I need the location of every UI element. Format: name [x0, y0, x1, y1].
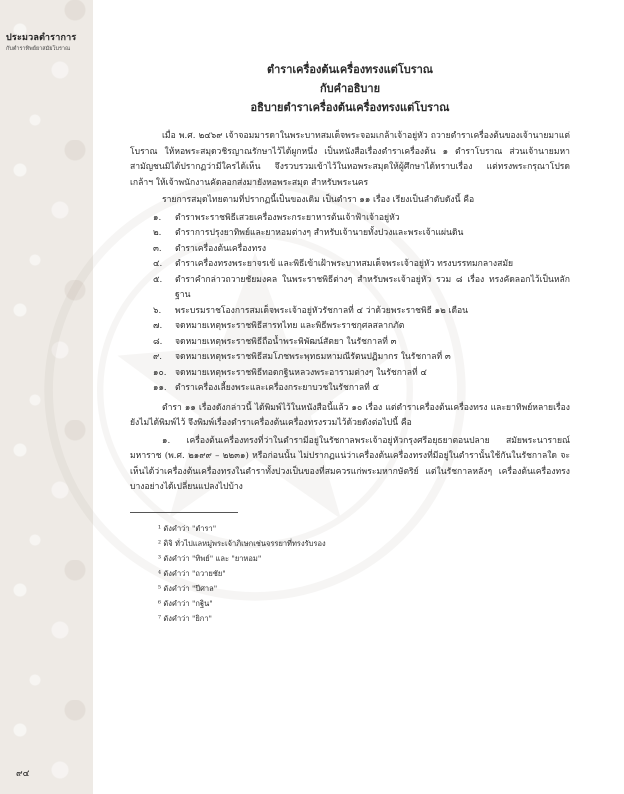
list-item-text: ตำราคำกล่าวถวายชัยมงคล ในพระราชพิธีต่างๆ สำหรับพระเจ้าอยู่หัว รวม ๘ เรื่อง ทรงคัดลอกไว้เป็นหลักฐาน	[175, 274, 570, 300]
footnote: ³ ดังคำว่า "ทิพย์" และ "ยาหอม"	[158, 553, 262, 563]
list-item	[130, 226, 570, 242]
list-item-number: ๔.	[153, 259, 163, 269]
list-item-number: ๑.	[153, 212, 162, 223]
list-item	[130, 242, 570, 258]
series-logo-title: ประมวลตำราการ	[6, 33, 77, 43]
list-item	[130, 211, 570, 227]
list-item-text: ตำราเครื่องเลี้ยงพระและเครื่องกระยาบวชในรัชกาลที่ ๕	[175, 383, 380, 393]
subtitle: กับคำอธิบาย	[319, 82, 381, 95]
footnotes	[130, 521, 570, 626]
list-item	[130, 366, 570, 382]
footnote: ⁵ ดังคำว่า "ปีศาล"	[158, 583, 218, 593]
footnote: ² ดิจิ ทั่วไปแลหมู่พระเจ้าภิเษกเช่นจรรยาที่ทรงรับรอง	[158, 538, 326, 548]
list-item-number: ๒.	[153, 228, 162, 238]
list-item	[130, 350, 570, 366]
page-number: ๙๔	[16, 769, 30, 779]
list-item	[130, 257, 570, 273]
main-content	[130, 60, 570, 626]
list-item	[130, 304, 570, 320]
footnote: ⁴ ดังคำว่า "ถวายชัย"	[158, 568, 226, 578]
list-item-number: ๑๑.	[153, 383, 167, 393]
list-item-text: ตำราเครื่องต้นเครื่องทรง	[175, 243, 267, 254]
list-item-number: ๗.	[153, 321, 163, 331]
section-heading: อธิบายตำราเครื่องต้นเครื่องทรงแต่โบราณ	[250, 101, 450, 114]
paragraph: ตำรา ๑๑ เรื่องดังกล่าวนี้ ได้พิมพ์ไว้ในหนังสือนี้แล้ว ๑๐ เรื่อง แต่ตำราเครื่องต้นเครื่องทรง และยาทิพย์หลายเรื่องยังไม่ได้พิมพ์ไว้ จึงพิมพ์เรื่องตำราเครื่องต้นเครื่องทรงรวมไว้ด้วยดังต่อไปนี้ คือ	[130, 402, 570, 428]
footnote: ⁶ ดังคำว่า "กฐิน"	[158, 598, 213, 608]
list-item-text: จดหมายเหตุพระราชพิธีสารทไทย และพิธีพระราชกุศลสลากภัต	[175, 321, 405, 331]
footnote: ⁷ ดังคำว่า "ยิกา"	[158, 613, 213, 623]
list-item-text: ตำราเครื่องทรงพระยาจรเข้ และพิธีเข้าเฝ้าพระบาทสมเด็จพระเจ้าอยู่หัว ทรงบรรทมกลางสมัย	[175, 259, 514, 269]
paragraph: รายการสมุดไทยตามที่ปรากฏนี้เป็นของเดิม เป็นตำรา ๑๑ เรื่อง เรียงเป็นลำดับดังนี้ คือ	[162, 195, 475, 205]
list-item	[130, 335, 570, 351]
list-item	[130, 381, 570, 397]
list-item-text: จดหมายเหตุพระราชพิธีถือน้ำพระพิพัฒน์สัตยา ในรัชกาลที่ ๓	[175, 336, 397, 347]
list-item-text: พระบรมราชโองการสมเด็จพระเจ้าอยู่หัวรัชกาลที่ ๔ ว่าด้วยพระราชพิธี ๑๒ เดือน	[175, 305, 469, 316]
footnote-divider	[130, 512, 238, 513]
title-block	[130, 60, 570, 117]
paragraph: เมื่อ พ.ศ. ๒๔๖๙ เจ้าจอมมารดาในพระบาทสมเด็จพระจอมเกล้าเจ้าอยู่หัว ถวายตำราเครื่องต้นของเจ้านายมาแต่โบราณ ให้หอพระสมุดวชิรญาณรักษาไว้ได้ผูกหนึ่ง เป็นหนังสือเรื่องตำราเครื่องต้น ๑ ตำราโบราณ ส่วนเจ้านายมหาสามัญชนมิได้ปรากฏว่ามีใครได้เห็น จึงรวบรวมเข้าไว้ในหอพระสมุดให้ผู้ศึกษาได้ทราบเรื่อง แต่ทรงพระกรุณาโปรดเกล้าฯ ให้เจ้าพนักงานคัดลอกส่งมายังหอพระสมุด สำหรับพระนคร	[130, 131, 570, 188]
body-text	[130, 129, 570, 496]
list-item-text: จดหมายเหตุพระราชพิธีทอดกฐินหลวงพระอารามต่างๆ ในรัชกาลที่ ๔	[175, 367, 427, 378]
list-item-number: ๙.	[153, 352, 163, 362]
list-item-text: ตำราพระราชพิธีเสวยเครื่องพระกระยาหารต้นเจ้าฟ้าเจ้าอยู่หัว	[175, 212, 400, 223]
list-item-number: ๓.	[153, 243, 162, 254]
list-item-number: ๑๐.	[153, 367, 167, 378]
list-item	[130, 319, 570, 335]
list-item-number: ๘.	[153, 336, 163, 347]
list-item-text: ตำราการปรุงยาทิพย์และยาหอมต่างๆ สำหรับเจ้านายทั้งปวงและพระเจ้าแผ่นดิน	[175, 228, 464, 238]
list-item-text: จดหมายเหตุพระราชพิธีสมโภชพระพุทธมหามณีรัตนปฏิมากร ในรัชกาลที่ ๓	[175, 352, 451, 362]
main-title: ตำราเครื่องต้นเครื่องทรงแต่โบราณ	[266, 63, 434, 76]
series-logo	[6, 30, 90, 53]
paragraph: ๑. เครื่องต้นเครื่องทรงที่ว่าในตำรามีอยู่ในรัชกาลพระเจ้าอยู่หัวกรุงศรีอยุธยาตอนปลาย สมัยพระนารายณ์มหาราช (พ.ศ. ๒๑๙๙ – ๒๒๓๑) หรือก่อนนั้น ไม่ปรากฏแน่ว่าเครื่องต้นเครื่องทรงที่มีอยู่ในตำรานั้นใช้กันในรัชกาลใด จะเห็นได้ว่าเครื่องต้นเครื่องทรงในตำราทั้งปวงเป็นของที่สมควรแก่พระมหากษัตริย์ แต่ในรัชกาลหลังๆ เครื่องต้นเครื่องทรงบางอย่างได้เปลี่ยนแปลงไปบ้าง	[130, 435, 570, 492]
series-logo-subtitle: กับตำราทิพย์ยาสมัยโบราณ	[6, 46, 71, 52]
treatise-list	[130, 211, 570, 397]
list-item	[130, 273, 570, 304]
list-item-number: ๕.	[153, 274, 163, 285]
footnote: ¹ ดังคำว่า "ตำรา"	[158, 523, 217, 533]
list-item-number: ๖.	[153, 305, 162, 316]
